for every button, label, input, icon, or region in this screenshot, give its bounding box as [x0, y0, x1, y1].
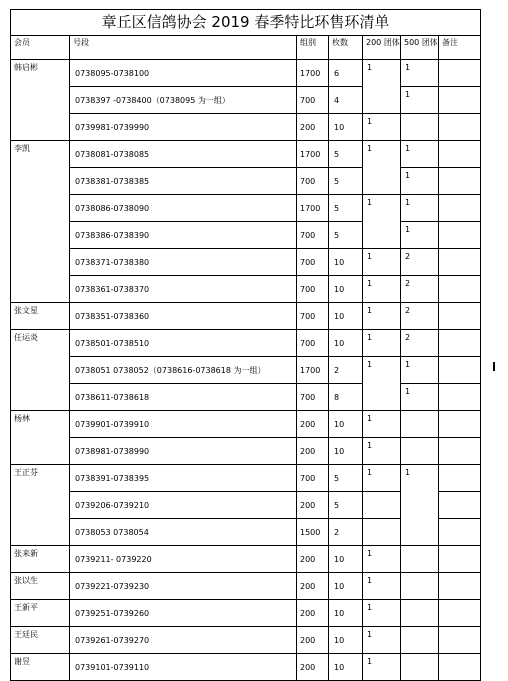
group-cell: 700 [297, 276, 329, 303]
count-cell: 10 [329, 276, 363, 303]
number-range-cell: 0738361-0738370 [70, 276, 297, 303]
count-cell: 6 [329, 60, 363, 87]
group-500-cell: 1 [401, 195, 439, 222]
table-row [11, 411, 481, 438]
remark-cell [439, 60, 481, 87]
group-500-cell: 2 [401, 303, 439, 330]
number-range-cell: 0739251-0739260 [70, 600, 297, 627]
header-group-200: 200 团体 [363, 36, 401, 60]
count-cell: 10 [329, 411, 363, 438]
cursor-mark [493, 362, 495, 371]
group-cell: 700 [297, 249, 329, 276]
remark-cell [439, 303, 481, 330]
group-500-cell [401, 627, 439, 654]
group-500-cell: 2 [401, 276, 439, 303]
remark-cell [439, 384, 481, 411]
remark-cell [439, 141, 481, 168]
group-500-cell: 1 [401, 222, 439, 249]
group-500-cell: 1 [401, 141, 439, 168]
group-cell: 200 [297, 492, 329, 519]
count-cell: 10 [329, 249, 363, 276]
number-range-cell: 0738095-0738100 [70, 60, 297, 87]
remark-cell [439, 465, 481, 492]
header-group: 组别 [297, 36, 329, 60]
remark-cell [439, 357, 481, 384]
number-range-cell: 0739221-0739230 [70, 573, 297, 600]
number-range-cell: 0738386-0738390 [70, 222, 297, 249]
remark-cell [439, 87, 481, 114]
remark-cell [439, 276, 481, 303]
group-cell: 1500 [297, 519, 329, 546]
member-cell: 张以生 [11, 573, 70, 600]
group-500-cell [401, 654, 439, 681]
group-500-cell: 2 [401, 330, 439, 357]
count-cell: 5 [329, 222, 363, 249]
count-cell: 5 [329, 168, 363, 195]
header-group-500: 500 团体 [401, 36, 439, 60]
remark-cell [439, 330, 481, 357]
table-row [11, 654, 481, 681]
table-row [11, 627, 481, 654]
table-row [11, 573, 481, 600]
group-500-cell: 1 [401, 168, 439, 195]
number-range-cell: 0738397 -0738400（0738095 为一组） [70, 87, 297, 114]
group-cell: 200 [297, 654, 329, 681]
group-cell: 200 [297, 600, 329, 627]
group-200-cell: 1 [363, 573, 401, 600]
header-remark: 备注 [439, 36, 481, 60]
group-500-cell: 1 [401, 60, 439, 87]
table-row [11, 87, 481, 114]
table-row [11, 222, 481, 249]
group-500-cell [401, 411, 439, 438]
header-number-range: 号段 [70, 36, 297, 60]
group-500-cell [401, 114, 439, 141]
group-cell: 1700 [297, 141, 329, 168]
group-cell: 700 [297, 87, 329, 114]
header-count: 枚数 [329, 36, 363, 60]
group-cell: 700 [297, 303, 329, 330]
group-500-cell [401, 438, 439, 465]
count-cell: 10 [329, 438, 363, 465]
number-range-cell: 0738371-0738380 [70, 249, 297, 276]
group-200-cell: 1 [363, 600, 401, 627]
number-range-cell: 0739101-0739110 [70, 654, 297, 681]
count-cell: 5 [329, 195, 363, 222]
group-200-cell: 1 [363, 654, 401, 681]
group-200-cell: 1 [363, 114, 401, 141]
group-cell: 200 [297, 573, 329, 600]
count-cell: 10 [329, 546, 363, 573]
number-range-cell: 0739981-0739990 [70, 114, 297, 141]
member-cell: 张文星 [11, 303, 70, 330]
number-range-cell: 0739206-0739210 [70, 492, 297, 519]
count-cell: 10 [329, 303, 363, 330]
number-range-cell: 0739261-0739270 [70, 627, 297, 654]
table-row [11, 546, 481, 573]
group-cell: 1700 [297, 195, 329, 222]
group-500-cell: 1 [401, 87, 439, 114]
remark-cell [439, 492, 481, 519]
count-cell: 10 [329, 654, 363, 681]
remark-cell [439, 519, 481, 546]
member-cell: 杨林 [11, 411, 70, 465]
table-row [11, 384, 481, 411]
group-200-cell: 1 [363, 330, 401, 357]
number-range-cell: 0738501-0738510 [70, 330, 297, 357]
remark-cell [439, 114, 481, 141]
table-row [11, 168, 481, 195]
remark-cell [439, 249, 481, 276]
remark-cell [439, 573, 481, 600]
group-500-cell [401, 546, 439, 573]
number-range-cell: 0738086-0738090 [70, 195, 297, 222]
group-cell: 700 [297, 330, 329, 357]
count-cell: 5 [329, 141, 363, 168]
number-range-cell: 0738381-0738385 [70, 168, 297, 195]
group-200-cell: 1 [363, 627, 401, 654]
group-cell: 1700 [297, 357, 329, 384]
remark-cell [439, 195, 481, 222]
header-row [11, 36, 481, 60]
group-200-cell: 1 [363, 411, 401, 438]
number-range-cell: 0738981-0738990 [70, 438, 297, 465]
group-200-cell [363, 519, 401, 546]
group-cell: 1700 [297, 60, 329, 87]
header-member: 会员 [11, 36, 70, 60]
group-500-cell: 2 [401, 249, 439, 276]
count-cell: 10 [329, 627, 363, 654]
count-cell: 10 [329, 330, 363, 357]
number-range-cell: 0738051 0738052（0738616-0738618 为一组） [70, 357, 297, 384]
group-cell: 700 [297, 222, 329, 249]
member-cell: 韩启彬 [11, 60, 70, 141]
table-row [11, 303, 481, 330]
table-row [11, 249, 481, 276]
group-200-cell: 1 [363, 141, 401, 195]
number-range-cell: 0739901-0739910 [70, 411, 297, 438]
table-row [11, 465, 481, 492]
group-200-cell: 1 [363, 60, 401, 114]
count-cell: 5 [329, 465, 363, 492]
remark-cell [439, 168, 481, 195]
count-cell: 5 [329, 492, 363, 519]
group-cell: 200 [297, 627, 329, 654]
table-row [11, 195, 481, 222]
member-cell: 张来新 [11, 546, 70, 573]
group-cell: 200 [297, 114, 329, 141]
member-cell: 李凯 [11, 141, 70, 303]
group-500-cell: 1 [401, 465, 439, 546]
group-200-cell: 1 [363, 357, 401, 411]
number-range-cell: 0738053 0738054 [70, 519, 297, 546]
table-row [11, 357, 481, 384]
count-cell: 8 [329, 384, 363, 411]
count-cell: 2 [329, 519, 363, 546]
table-row [11, 600, 481, 627]
group-500-cell [401, 573, 439, 600]
member-cell: 王正芬 [11, 465, 70, 546]
member-cell: 王新平 [11, 600, 70, 627]
number-range-cell: 0738391-0738395 [70, 465, 297, 492]
table-row [11, 141, 481, 168]
group-500-cell: 1 [401, 357, 439, 384]
group-cell: 700 [297, 465, 329, 492]
count-cell: 2 [329, 357, 363, 384]
ring-sales-table [10, 9, 481, 681]
group-500-cell: 1 [401, 384, 439, 411]
group-200-cell: 1 [363, 438, 401, 465]
group-cell: 200 [297, 438, 329, 465]
member-cell: 谢昱 [11, 654, 70, 681]
group-200-cell: 1 [363, 303, 401, 330]
remark-cell [439, 438, 481, 465]
count-cell: 10 [329, 600, 363, 627]
sheet-title: 章丘区信鸽协会 2019 春季特比环售环清单 [11, 10, 481, 36]
member-cell: 王廷民 [11, 627, 70, 654]
group-200-cell: 1 [363, 276, 401, 303]
roster-sheet [10, 9, 481, 681]
member-cell: 任运炎 [11, 330, 70, 411]
group-cell: 200 [297, 546, 329, 573]
number-range-cell: 0739211- 0739220 [70, 546, 297, 573]
group-cell: 200 [297, 411, 329, 438]
remark-cell [439, 411, 481, 438]
table-row [11, 60, 481, 87]
table-row [11, 330, 481, 357]
remark-cell [439, 627, 481, 654]
count-cell: 4 [329, 87, 363, 114]
group-500-cell [401, 600, 439, 627]
group-cell: 700 [297, 384, 329, 411]
group-200-cell [363, 492, 401, 519]
remark-cell [439, 546, 481, 573]
number-range-cell: 0738611-0738618 [70, 384, 297, 411]
table-row [11, 438, 481, 465]
number-range-cell: 0738351-0738360 [70, 303, 297, 330]
count-cell: 10 [329, 114, 363, 141]
group-200-cell: 1 [363, 465, 401, 492]
table-row [11, 114, 481, 141]
number-range-cell: 0738081-0738085 [70, 141, 297, 168]
remark-cell [439, 654, 481, 681]
group-200-cell: 1 [363, 546, 401, 573]
group-200-cell: 1 [363, 195, 401, 249]
group-200-cell: 1 [363, 249, 401, 276]
group-cell: 700 [297, 168, 329, 195]
remark-cell [439, 222, 481, 249]
remark-cell [439, 600, 481, 627]
count-cell: 10 [329, 573, 363, 600]
table-row [11, 276, 481, 303]
